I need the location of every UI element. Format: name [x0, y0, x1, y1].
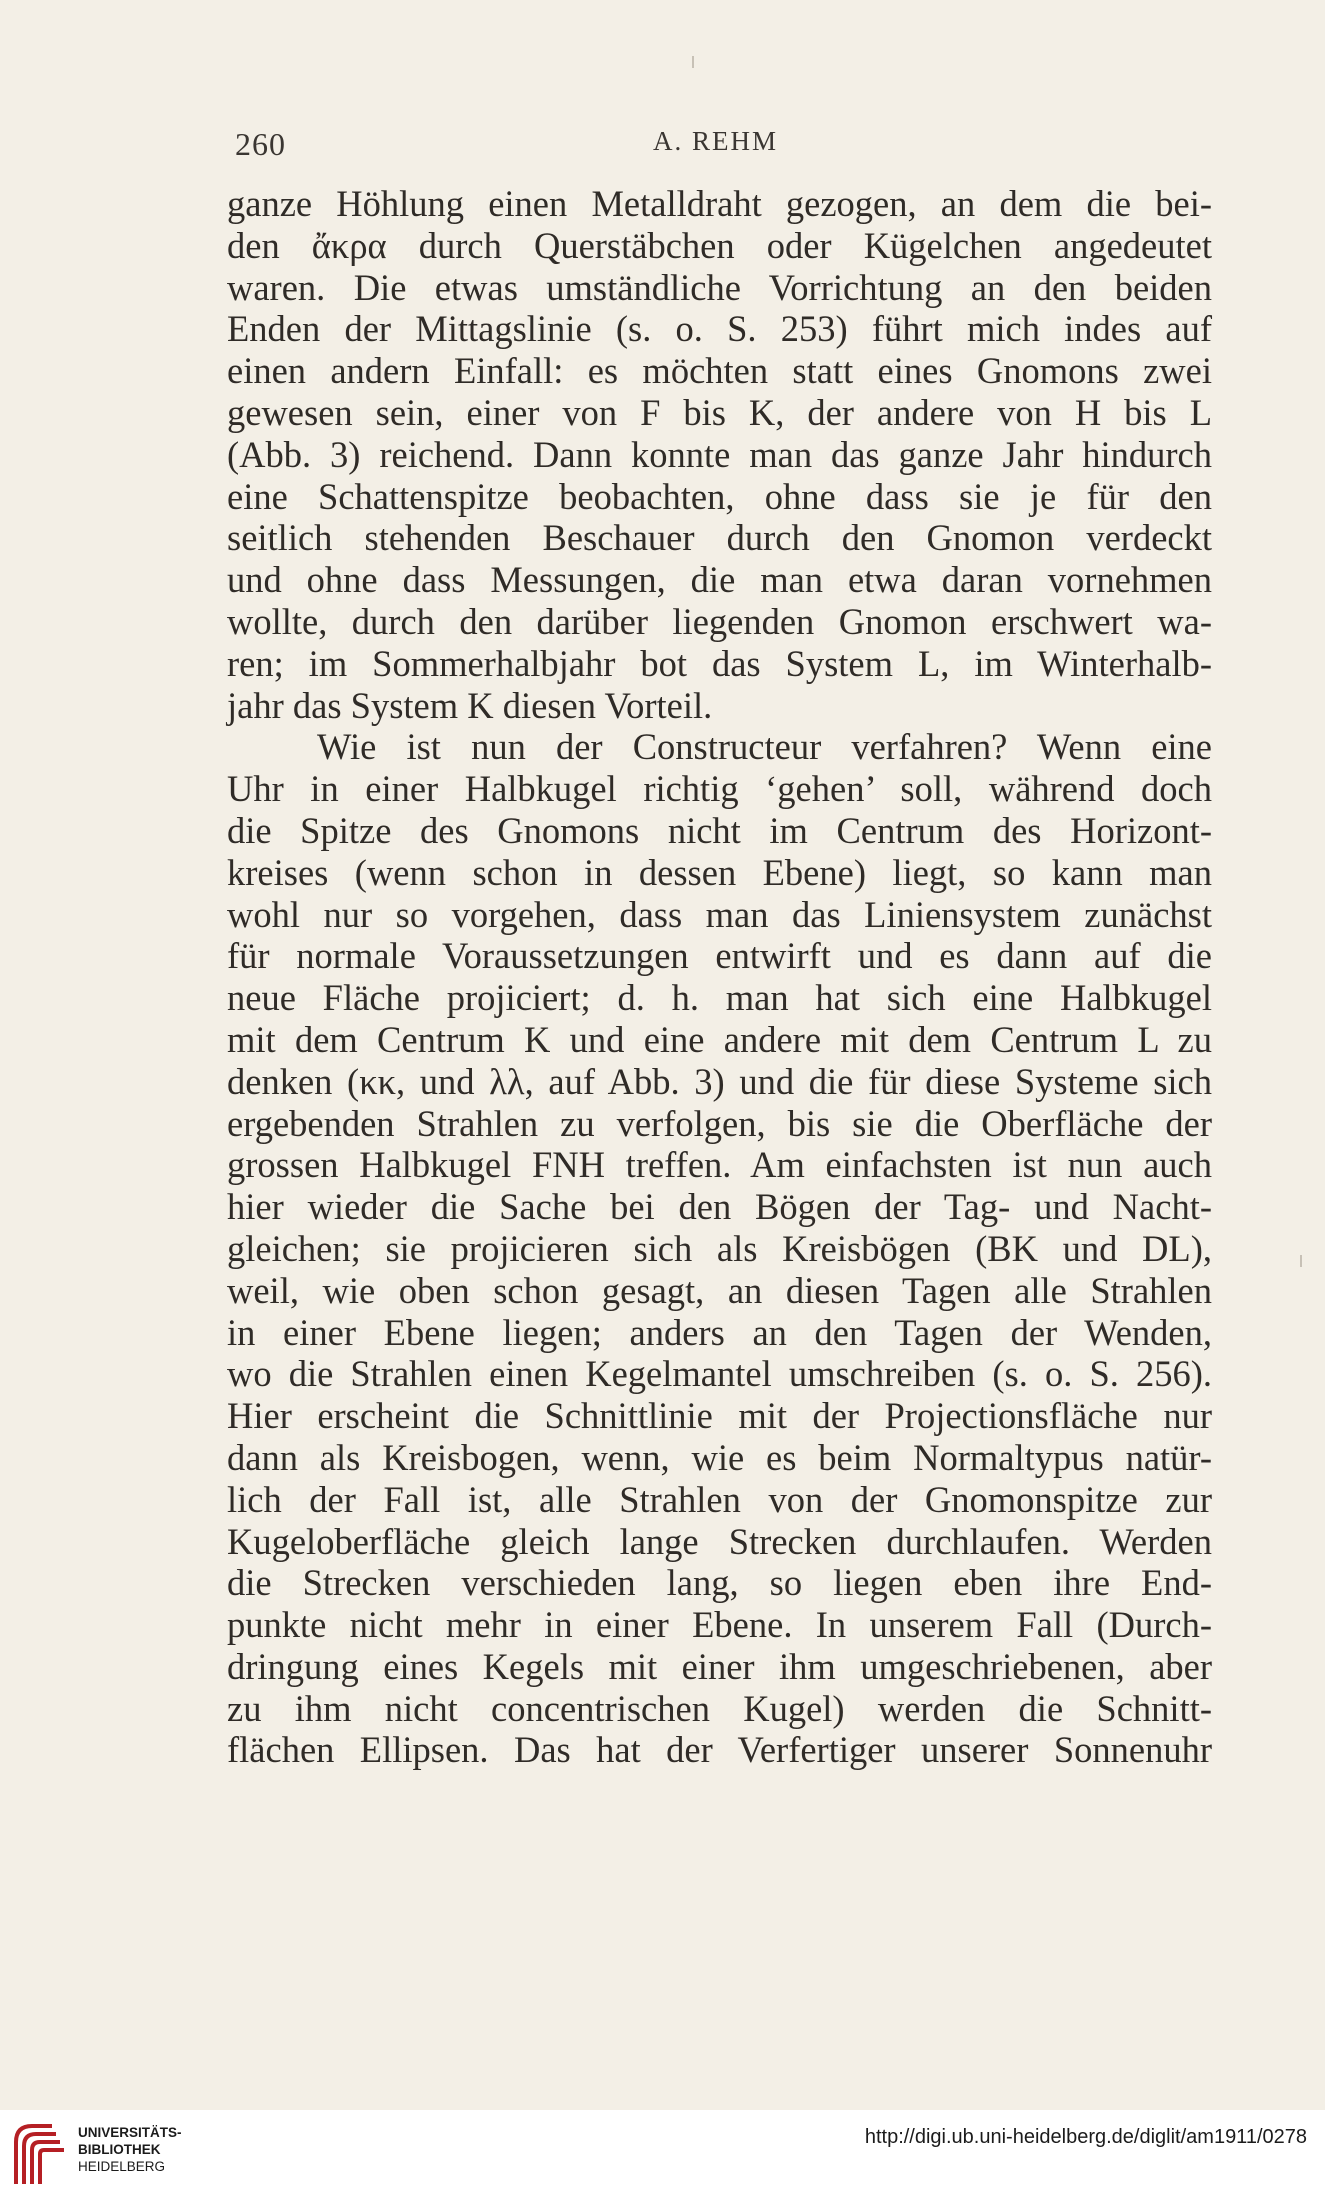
text-line: waren. Die etwas umständliche Vorrichtung an den beiden [227, 266, 1212, 308]
text-line: punkte nicht mehr in einer Ebene. In unserem Fall (Durch- [227, 1604, 1212, 1646]
text-line: wollte, durch den darüber liegenden Gnomon erschwert wa- [227, 600, 1212, 642]
text-line: (Abb. 3) reichend. Dann konnte man das ganze Jahr hindurch [227, 433, 1212, 475]
text-line: die Spitze des Gnomons nicht im Centrum des Horizont- [227, 809, 1212, 851]
text-line: ren; im Sommerhalbjahr bot das System L, im Winterhalb- [227, 642, 1212, 684]
text-line: wohl nur so vorgehen, dass man das Liniensystem zunächst [227, 893, 1212, 935]
text-line: seitlich stehenden Beschauer durch den Gnomon verdeckt [227, 517, 1212, 559]
library-name-line: HEIDELBERG [78, 2159, 166, 2174]
text-line: ganze Höhlung einen Metalldraht gezogen, an dem die bei- [227, 183, 1212, 224]
body-text [227, 183, 1212, 1771]
text-line: lich der Fall ist, alle Strahlen von der Gnomonspitze zur [227, 1478, 1212, 1520]
text-line: mit dem Centrum K und eine andere mit dem Centrum L zu [227, 1018, 1212, 1060]
text-line: denken (κκ, und λλ, auf Abb. 3) und die für diese Systeme sich [227, 1060, 1212, 1102]
text-line: dringung eines Kegels mit einer ihm umgeschriebenen, aber [227, 1645, 1212, 1687]
text-line: grossen Halbkugel FNH treffen. Am einfachsten ist nun auch [227, 1144, 1212, 1186]
text-line: dann als Kreisbogen, wenn, wie es beim Normaltypus natür- [227, 1436, 1212, 1478]
scan-mark [692, 56, 694, 68]
text-line: die Strecken verschieden lang, so liegen eben ihre End- [227, 1562, 1212, 1604]
library-logo-icon [12, 2120, 68, 2188]
text-line: wo die Strahlen einen Kegelmantel umschreiben (s. o. S. 256). [227, 1353, 1212, 1395]
text-line: ergebenden Strahlen zu verfolgen, bis sie die Oberfläche der [227, 1102, 1212, 1144]
library-name [78, 2124, 182, 2175]
text-line: kreises (wenn schon in dessen Ebene) liegt, so kann man [227, 851, 1212, 893]
running-head: A. REHM [653, 126, 779, 156]
text-line: für normale Voraussetzungen entwirft und es dann auf die [227, 935, 1212, 977]
text-line: zu ihm nicht concentrischen Kugel) werden die Schnitt- [227, 1687, 1212, 1729]
page-number: 260 [235, 126, 286, 162]
text-line: eine Schattenspitze beobachten, ohne dass sie je für den [227, 475, 1212, 517]
footer [0, 2110, 1325, 2195]
text-line: weil, wie oben schon gesagt, an diesen Tagen alle Strahlen [227, 1269, 1212, 1311]
text-line: gleichen; sie projicieren sich als Kreisbögen (BK und DL), [227, 1227, 1212, 1269]
text-line: einen andern Einfall: es möchten statt eines Gnomons zwei [227, 350, 1212, 392]
page-header [235, 126, 1212, 166]
text-line: Kugeloberfläche gleich lange Strecken durchlaufen. Werden [227, 1520, 1212, 1562]
text-line: gewesen sein, einer von F bis K, der andere von H bis L [227, 391, 1212, 433]
text-line: neue Fläche projiciert; d. h. man hat sich eine Halbkugel [227, 977, 1212, 1019]
library-name-line: UNIVERSITÄTS- [78, 2125, 182, 2140]
library-name-line: BIBLIOTHEK [78, 2142, 161, 2157]
source-url-link[interactable]: http://digi.ub.uni-heidelberg.de/diglit/am1911/0278 [864, 2126, 1307, 2148]
text-line: und ohne dass Messungen, die man etwa daran vornehmen [227, 559, 1212, 601]
text-line: jahr das System K diesen Vorteil. [227, 684, 713, 726]
scan-mark [1300, 1255, 1302, 1267]
text-line: in einer Ebene liegen; anders an den Tagen der Wenden, [227, 1311, 1212, 1353]
text-line: den ἄκρα durch Querstäbchen oder Kügelchen angedeutet [227, 224, 1212, 266]
text-line: Uhr in einer Halbkugel richtig ‘gehen’ soll, während doch [227, 768, 1212, 810]
text-line: Hier erscheint die Schnittlinie mit der Projectionsfläche nur [227, 1395, 1212, 1437]
text-line: Wie ist nun der Constructeur verfahren? Wenn eine [317, 726, 1212, 768]
text-line: Enden der Mittagslinie (s. o. S. 253) führt mich indes auf [227, 308, 1212, 350]
text-line: flächen Ellipsen. Das hat der Verfertiger unserer Sonnenuhr [227, 1729, 1212, 1771]
text-line: hier wieder die Sache bei den Bögen der Tag- und Nacht- [227, 1186, 1212, 1228]
